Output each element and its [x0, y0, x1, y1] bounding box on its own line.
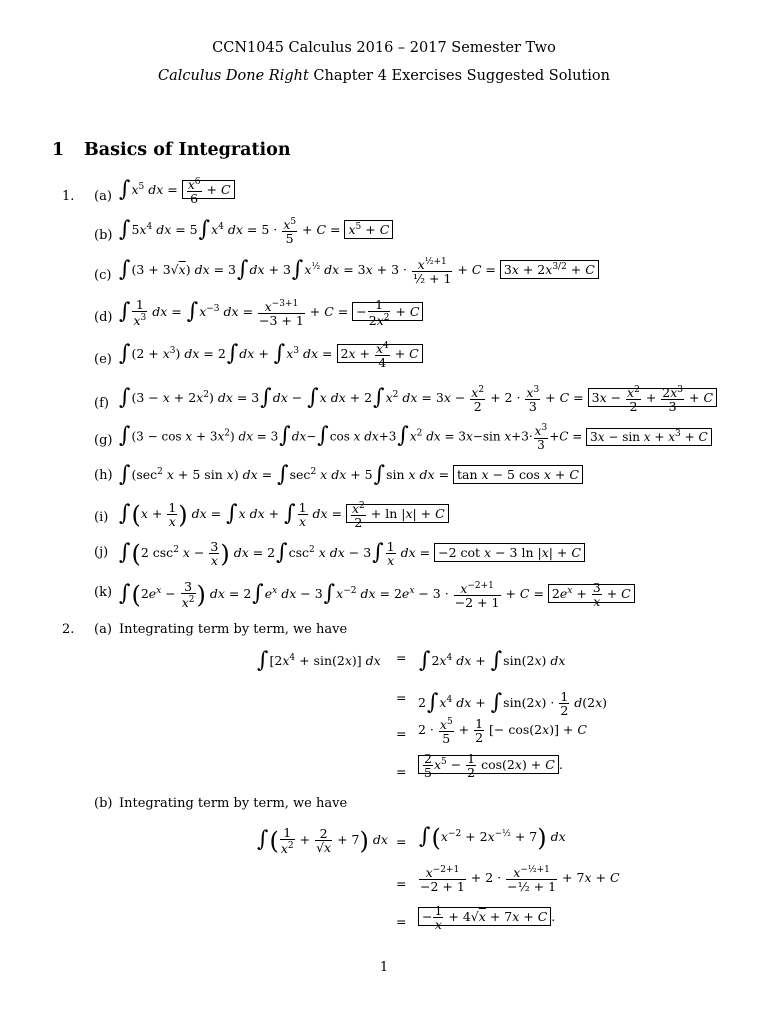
- equation-1g: $\int(3 - \cos x + 3x^2)$ dx = 3∫dx−∫cos x $dx+3\int x^2$ dx = 3x−sin x+3· $\frac{x^3}{3}$ $+C = 3x - \sin x + x^3 + C$: [118, 422, 712, 452]
- equals-sign: =: [396, 764, 407, 779]
- part-intro: Integrating term by term, we have: [119, 622, 348, 637]
- equation-1f: $\int(3 - x + 2x^2)$ dx = 3∫dx − ∫x dx + $2\int x^2$ dx = 3x − $\frac{x^2}{2}$ + 2 · $\frac{x^3}{3}$ + C = 3x − $\frac{x^2}{2}$ + $\frac{2x^3}{3}$ + C: [118, 384, 717, 413]
- equals-sign: =: [396, 914, 407, 929]
- equation-1i: ∫(x + $\frac{1}{x}$ ) dx = ∫x dx + ∫ $\frac{1}{x}$ dx = $\frac{x^2}{2}$ + ln |x| + C: [118, 500, 449, 529]
- part-label: (b): [94, 228, 113, 243]
- equals-sign: =: [396, 690, 407, 705]
- equation-2b-answer: − $\frac{1}{x}$ + 4√x + 7x + C .: [418, 904, 555, 931]
- equals-sign: =: [396, 650, 407, 665]
- part-label: (e): [94, 352, 112, 367]
- part-label: (a): [94, 622, 112, 637]
- equals-sign: =: [396, 726, 407, 741]
- section-number: 1: [52, 140, 65, 160]
- equals-sign: =: [396, 876, 407, 891]
- part-label: (a): [94, 189, 112, 204]
- document-subtitle: [0, 68, 768, 84]
- equation-1h: $\int(\sec^2$ x + 5 sin x) dx = $\int\sec^2$ x dx + 5∫sin x dx = tan x − 5 cos x + C: [118, 464, 583, 484]
- equation-2b-step2: $\frac{x^{-2+1}}{-2 + 1}$ + 2 · $\frac{x^{-\frac{1}{2}+1}}{\text{−½ + 1}}$ + 7x + C: [420, 865, 620, 895]
- book-title: Calculus Done Right: [158, 68, 309, 84]
- part-label: (b): [94, 796, 113, 811]
- document-title: CCN1045 Calculus 2016 – 2017 Semester Two: [212, 40, 556, 56]
- equation-2a-answer: $\frac{2}{5}$ $x^5$ − $\frac{1}{2}$ cos(2x) + C .: [418, 752, 563, 779]
- equation-1e: $\int(2 + x^3)$ dx = $2\int dx + \int x^3$ dx = 2x + $\frac{x^4}{4}$ + C: [118, 340, 423, 369]
- equation-1d: ∫ $\frac{1}{x^3}$ dx = $\int x^{-3}$ dx = $\frac{x^{-3+1}}{-3 + 1}$ + C = − $\frac{1}{2x^2}$ + C: [118, 298, 423, 327]
- page-number: 1: [379, 960, 389, 975]
- equation-2a-step1: $\int 2x^4$ dx + ∫sin(2x) dx: [419, 647, 566, 673]
- section-title: Basics of Integration: [84, 140, 291, 160]
- part-label: (j): [94, 545, 109, 560]
- equation-1k: $\int(2e^x$ − $\frac{3}{x^2}$ ) dx = $2\int e^x$ dx − $3\int x^{-2}$ dx = $2e^x - 3$ · $\frac{x^{-2+1}}{-2 + 1}$ + $C = 2e^x$ + $\frac{3}{x}$ + C: [118, 580, 635, 609]
- part-intro: Integrating term by term, we have: [119, 796, 348, 811]
- equation-1j: ∫(2 $\csc^2 x$ − $\frac{3}{x}$ ) dx = $2\int\csc^2$ x dx − 3∫ $\frac{1}{x}$ dx = −2 cot x − 3 ln |x| + C: [118, 540, 585, 567]
- equation-2a-step3: 2 · $\frac{x^5}{5}$ + $\frac{1}{2}$ [− cos(2x)] + C: [418, 716, 587, 747]
- subtitle-rest: Chapter 4 Exercises Suggested Solution: [313, 68, 610, 84]
- question-number: 1.: [62, 189, 75, 204]
- part-label: (c): [94, 268, 112, 283]
- part-label: (h): [94, 468, 113, 483]
- equation-1a: $\int x^5$ dx = $\frac{x^6}{6}$ + C: [118, 176, 235, 205]
- equation-2b-step1: $\int(x^{-2} + 2x^{-\frac{1}{2}} + 7)$ dx: [419, 823, 566, 852]
- equation-2b-lhs: ∫( $\frac{1}{x^2}$ + $\frac{2}{√x}$ + 7) dx: [257, 825, 388, 857]
- part-label: (d): [94, 310, 113, 325]
- equation-2a-step2: $2\int x^4$ dx + ∫sin(2x) · $\frac{1}{2}$ d(2x): [418, 689, 608, 718]
- equals-sign: =: [396, 834, 407, 849]
- part-label: (i): [94, 510, 109, 525]
- part-label: (f): [94, 396, 109, 411]
- section-heading: [52, 140, 291, 160]
- equation-2a-lhs: $\int[2x^4 + \sin(2x)]$ dx: [257, 647, 381, 673]
- part-label: (g): [94, 433, 113, 448]
- equation-1c: ∫(3 + 3√x) dx = $3\int dx + 3\int x^{\frac{1}{2}}$ dx = 3x + 3 · $\frac{x^{\frac{1}{2}+1}}{\text{½ + 1}}$ + $C = 3x + 2x^{3/2} + C$: [118, 256, 599, 285]
- equation-1b: $\int 5x^4$ dx = $5\int x^4$ dx = 5 · $\frac{x^5}{5}$ + $C = x^5 + C$: [118, 216, 393, 245]
- part-label: (k): [94, 585, 113, 600]
- question-number: 2.: [62, 622, 75, 637]
